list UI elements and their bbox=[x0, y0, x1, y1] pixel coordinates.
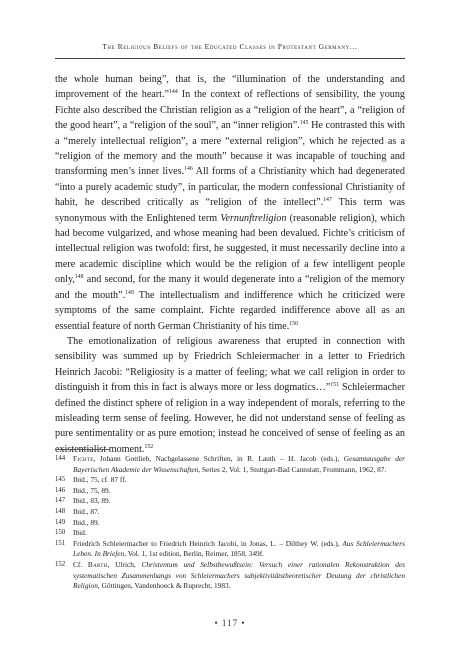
sentence: The emotionalization of religious awareness that erupted in connection with sensibility was summed up by Friedrich Schleiermacher in a letter to Friedrich Heinrich Jacobi: “Religiosity is a matter of feeling; what we call religion in order to distinguish it from this in fact is always more or less dogmatics…” bbox=[55, 335, 405, 394]
sentence: All forms of a Christianity which had degenerated “into a purely academic study”, in particular, the modern confessional Christianity of habit, he described critically as “religion of the intellect”. bbox=[55, 166, 405, 209]
paragraph-2 bbox=[55, 334, 405, 457]
footnote-text bbox=[73, 454, 405, 475]
footnote-number: 152 bbox=[55, 560, 66, 568]
author-name: Fichte bbox=[73, 454, 94, 463]
footnote-149 bbox=[55, 518, 405, 529]
footnote-147 bbox=[55, 496, 405, 507]
footnote-number: 149 bbox=[55, 518, 66, 526]
footnote-text bbox=[73, 539, 405, 560]
sentence: and second, for the many it would degenerate into a “religion of the memory and the mouth”. bbox=[55, 274, 405, 301]
footnote-text bbox=[73, 560, 405, 592]
footnote-146 bbox=[55, 486, 405, 497]
footnote-fragment: , Series 2, Vol. 1, Stuttgart-Bad Cannstatt, Frommann, 1962, 87. bbox=[198, 464, 387, 474]
footnote-150 bbox=[55, 528, 405, 539]
work-title: Christentum und Selbstbewußtsein: Versuch einer rationalen Rekonstruktion des systematischen Zusammenhangs von Schleiermachers subjektivitätstheoretischer Deutung der christlichen Religion bbox=[73, 559, 405, 591]
footnote-number: 147 bbox=[55, 497, 66, 505]
sentence: He contrasted this with a “merely intellectual religion”, a mere “external religion”, which he rejected as a “religion of the memory and the mouth” because it was incapable of touching and transforming men’s inner lives. bbox=[55, 120, 405, 178]
page-number: • 117 • bbox=[214, 618, 246, 628]
footnote-text: Ibid., 75, 89. bbox=[73, 485, 111, 495]
footnote-rule bbox=[55, 449, 110, 450]
footnote-fragment: , Ulrich, bbox=[107, 559, 142, 569]
footnote-text: Ibid. bbox=[73, 528, 87, 538]
italic-term: Vernunftreligion bbox=[220, 212, 287, 224]
sentence: the whole human being”, that is, the “illumination of the understanding and improvement of the heart.” bbox=[55, 74, 405, 101]
footnote-ref: 149 bbox=[125, 289, 134, 296]
footnote-number: 144 bbox=[55, 455, 66, 462]
footnote-ref: 144 bbox=[169, 89, 178, 96]
footnote-152 bbox=[55, 560, 405, 592]
footnote-fragment: , Vol. 1, 1st edition, Berlin, Reimer, 1858, 349f. bbox=[124, 549, 264, 559]
footnote-ref: 150 bbox=[289, 320, 298, 327]
work-title: Gesamtausgabe der Bayerischen Akademie der Wissenschaften bbox=[73, 454, 405, 474]
footnote-number: 145 bbox=[55, 476, 66, 484]
footnote-ref: 145 bbox=[299, 120, 309, 127]
footnote-144 bbox=[55, 454, 405, 475]
footnote-fragment: Cf. bbox=[73, 559, 88, 569]
paragraph-1 bbox=[55, 72, 405, 334]
header-rule bbox=[55, 58, 405, 59]
sentence: Schleiermacher defined the distinct sphere of religion in a way independent of morals, referring to the misleading term sense of feeling. However, he did not understand sense of feeling as pure sentimentality or as pure emotion; instead he conceived of sense of feeling as an existentialist moment. bbox=[55, 382, 405, 455]
sentence: In the context of reflections of sensibility, the young Fichte also described the Christian religion as a “religion of the heart”, a “religion of the good heart”, a “religion of the soul”, an “inner religion”. bbox=[55, 89, 405, 132]
footnote-ref: 148 bbox=[74, 274, 84, 281]
footnote-ref: 152 bbox=[144, 443, 154, 450]
footnote-ref: 151 bbox=[330, 382, 340, 389]
running-header: The Religious Beliefs of the Educated Classes in Protestant Germany… bbox=[102, 42, 358, 51]
footnote-text: Ibid., 83, 89. bbox=[73, 496, 111, 506]
footnote-text: Ibid., 89. bbox=[73, 517, 100, 527]
sentence: (reasonable religion), which had become vulgarized, and whose meaning had been devalued. Fichte’s criticism of intellectual religion was twofold: first, he suggested, it must necessarily decline into a mere academic discipline which would be the religion of a few intelligent people only, bbox=[55, 212, 405, 286]
footnote-145 bbox=[55, 475, 405, 486]
body-text bbox=[55, 72, 405, 457]
footnote-number: 150 bbox=[55, 529, 66, 537]
footnote-151 bbox=[55, 539, 405, 560]
footnotes bbox=[55, 454, 405, 592]
sentence: This term was synonymous with the Enlightened term bbox=[55, 197, 406, 224]
footnote-fragment: , Johann Gottlieb, Nachgelassene Schriften, in R. Lauth – H. Jacob (eds.), bbox=[93, 454, 344, 463]
footnote-number: 148 bbox=[55, 507, 66, 515]
footnote-number: 151 bbox=[55, 539, 66, 547]
footnote-ref: 147 bbox=[323, 197, 332, 204]
footnote-text: Ibid., 87. bbox=[73, 506, 100, 516]
footnote-number: 146 bbox=[55, 486, 66, 494]
footnote-ref: 146 bbox=[184, 166, 193, 173]
author-name: Barth bbox=[87, 559, 108, 569]
footnote-text: Ibid., 75, cf. 87 ff. bbox=[73, 475, 127, 485]
footnote-fragment: , Göttingen, Vandenhoeck & Ruprecht, 1983. bbox=[97, 581, 231, 591]
sentence: The intellectualism and indifference which he criticized were symptoms of the same complaint. Fichte regarded indifference above all as an essential feature of north German Christianity of his time. bbox=[55, 289, 406, 332]
footnote-fragment: Friedrich Schleiermacher to Friedrich Heinrich Jacobi, in Jonas, L. – Dilthey W. (eds.), bbox=[73, 538, 343, 548]
work-title: Aus Schleiermachers Leben. In Briefen bbox=[73, 538, 406, 559]
footnote-148 bbox=[55, 507, 405, 518]
